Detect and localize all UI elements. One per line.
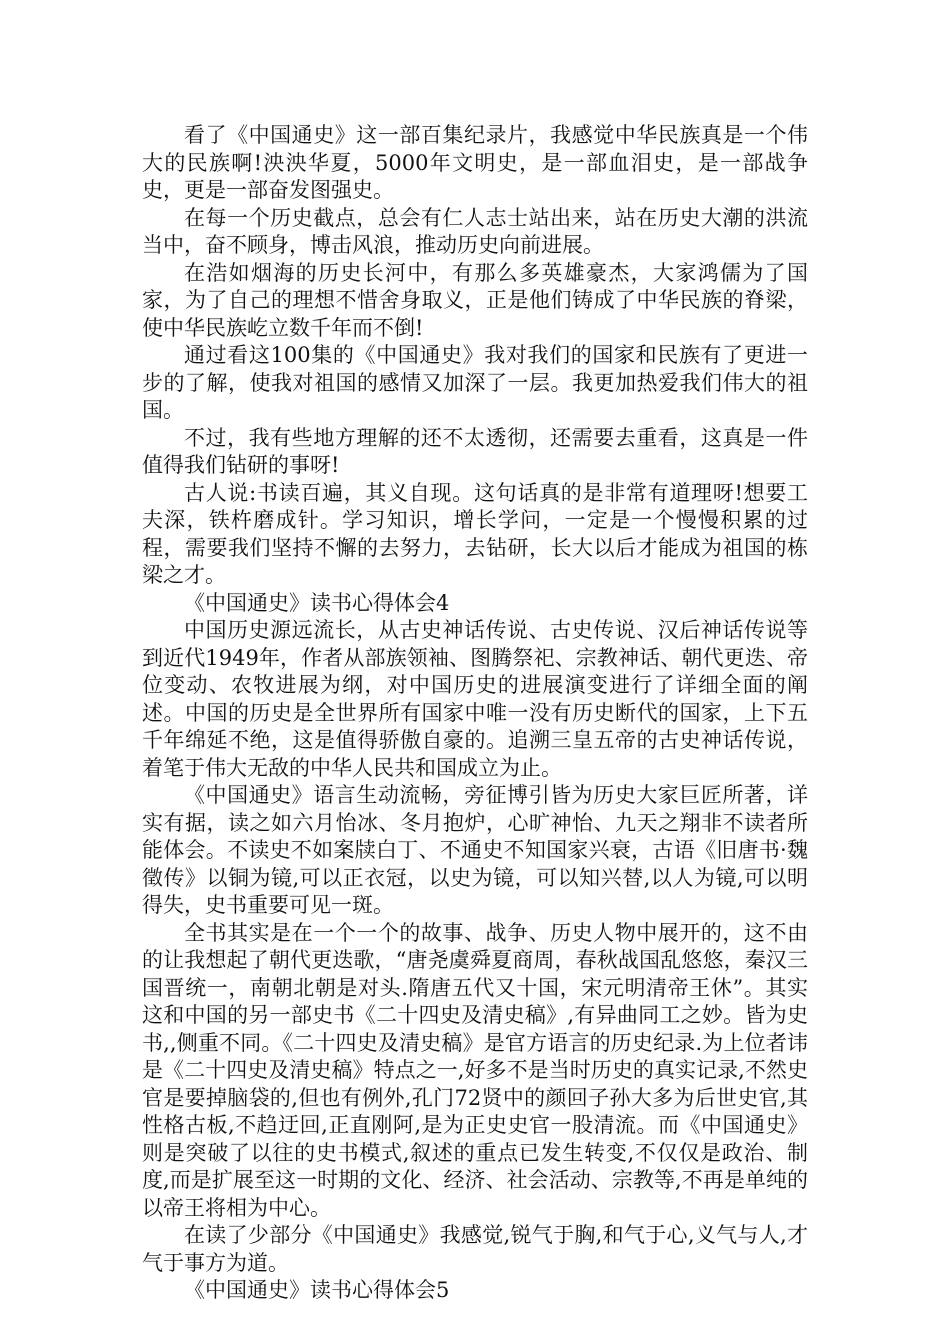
paragraph-1: 看了《中国通史》这一部百集纪录片，我感觉中华民族真是一个伟大的民族啊!泱泱华夏，5000年文明史，是一部血泪史，是一部战争史，更是一部奋发图强史。 [142, 123, 808, 202]
section4-paragraph-2: 《中国通史》语言生动流畅，旁征博引皆为历史大家巨匠所著，详实有据，读之如六月怡冰、冬月抱炉，心旷神怡、九天之翔非不读者所能体会。不读史不如案牍白丁、不通史不知国家兴衰，古语《旧唐书·魏徵传》以铜为镜,可以正衣冠，以史为镜，可以知兴替,以人为镜,可以明得失，史书重要可见一斑。 [142, 783, 808, 917]
section4-paragraph-3: 全书其实是在一个一个的故事、战争、历史人物中展开的，这不由的让我想起了朝代更迭歌，“唐尧虞舜夏商周，春秋战国乱悠悠，秦汉三国晋统一，南朝北朝是对头.隋唐五代又十国，宋元明清帝王休”。其实这和中国的另一部史书《二十四史及清史稿》,有异曲同工之妙。皆为史书,,侧重不同。《二十四史及清史稿》是官方语言的历史纪录.为上位者讳是《二十四史及清史稿》特点之一,好多不是当时历史的真实记录,不然史官是要掉脑袋的,但也有例外,孔门72贤中的颜回子孙大多为后世史官,其性格古板,不趋迂回,正直刚阿,是为正史史官一股清流。而《中国通史》则是突破了以往的史书模式,叙述的重点已发生转变,不仅仅是政治、制度,而是扩展至这一时期的文化、经济、社会活动、宗教等,不再是单纯的以帝王将相为中心。 [142, 920, 808, 1220]
section-heading-4: 《中国通史》读书心得体会4 [184, 590, 450, 615]
paragraph-5: 不过，我有些地方理解的还不太透彻，还需要去重看，这真是一件值得我们钻研的事呀! [142, 425, 808, 477]
paragraph-6: 古人说:书读百遍，其义自现。这句话真的是非常有道理呀!想要工夫深，铁杵磨成针。学习知识，增长学问，一定是一个慢慢积累的过程，需要我们坚持不懈的去努力，去钻研，长大以后才能成为祖国的栋梁之才。 [142, 480, 808, 587]
paragraph-4: 通过看这100集的《中国通史》我对我们的国家和民族有了更进一步的了解，使我对祖国的感情又加深了一层。我更加热爱我们伟大的祖国。 [142, 343, 808, 422]
paragraph-3: 在浩如烟海的历史长河中，有那么多英雄豪杰，大家鸿儒为了国家，为了自己的理想不惜舍身取义，正是他们铸成了中华民族的脊梁，使中华民族屹立数千年而不倒! [142, 260, 808, 340]
paragraph-2: 在每一个历史截点，总会有仁人志士站出来，站在历史大潮的洪流当中，奋不顾身，博击风浪，推动历史向前进展。 [142, 205, 808, 257]
document-page [142, 122, 808, 1305]
section-heading-5: 《中国通史》读书心得体会5 [184, 1278, 450, 1302]
section4-paragraph-4: 在读了少部分《中国通史》我感觉,锐气于胸,和气于心,义气与人,才气于事方为道。 [142, 1223, 808, 1275]
section4-paragraph-1: 中国历史源远流长，从古史神话传说、古史传说、汉后神话传说等到近代1949年，作者从部族领袖、图腾祭祀、宗教神话、朝代更迭、帝位变动、农牧进展为纲，对中国历史的进展演变进行了详细全面的阐述。中国的历史是全世界所有国家中唯一没有历史断代的国家，上下五千年绵延不绝，这是值得骄傲自豪的。追溯三皇五帝的古史神话传说，着笔于伟大无敌的中华人民共和国成立为止。 [142, 618, 808, 780]
